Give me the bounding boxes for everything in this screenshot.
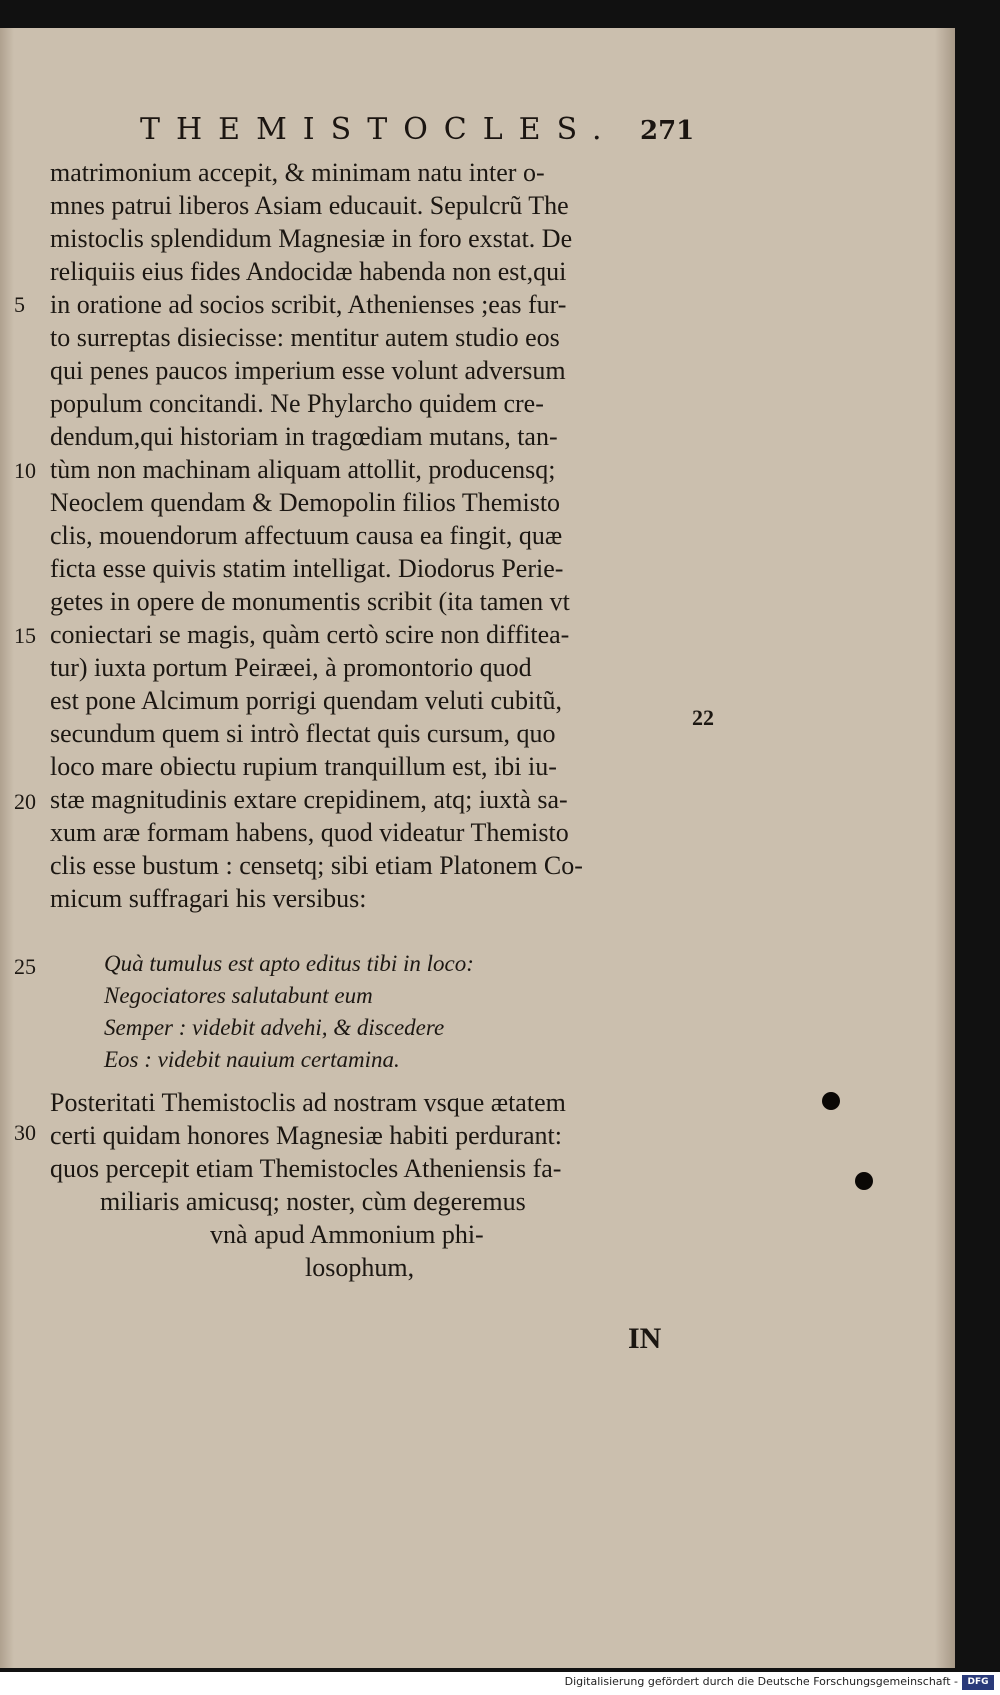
text-line: dendum,qui historiam in tragœdiam mutans, tan- [50,422,558,451]
text-line: secundum quem si intrò flectat quis cursum, quo [50,719,556,748]
line-number-30: 30 [14,1120,36,1145]
text-line: getes in opere de monumentis scribit (ita tamen vt [50,587,570,616]
text-line: tur) iuxta portum Peiræei, à promontorio quod [50,653,532,682]
line-number-15: 15 [14,623,36,648]
line-number-5: 5 [14,292,25,317]
verse-line: Semper : videbit advehi, & discedere [104,1015,445,1040]
ink-blot-mark [855,1172,873,1190]
funding-credit: Digitalisierung gefördert durch die Deutsche Forschungsgemeinschaft - [564,1675,958,1688]
text-line: stæ magnitudinis extare crepidinem, atq; iuxtà sa- [50,785,568,814]
text-line: qui penes paucos imperium esse volunt adversum [50,356,566,385]
text-line: in oratione ad socios scribit, Athenienses ;eas fur- [50,290,567,319]
text-line: populum concitandi. Ne Phylarcho quidem cre- [50,389,544,418]
closing-paragraph [50,1086,690,1284]
text-line: clis, mouendorum affectuum causa ea fingit, quæ [50,521,563,550]
text-line: certi quidam honores Magnesiæ habiti perdurant: [50,1121,562,1150]
text-line: losophum, [305,1253,415,1282]
text-line: micum suffragari his versibus: [50,884,367,913]
catchword: IN [628,1322,662,1355]
text-line: vnà apud Ammonium phi- [210,1220,484,1249]
text-line: loco mare obiectu rupium tranquillum est, ibi iu- [50,752,557,781]
text-line: Posteritati Themistoclis ad nostram vsque ætatem [50,1088,566,1117]
digitization-footer [0,1672,1000,1695]
text-line: mnes patrui liberos Asiam educauit. Sepulcrũ The [50,191,569,220]
text-line: tùm non machinam aliquam attollit, producensq; [50,455,556,484]
page-number: 271 [640,116,695,146]
right-margin-number: 22 [692,705,714,730]
text-line: to surreptas disiecisse: mentitur autem studio eos [50,323,560,352]
text-line: ficta esse quivis statim intelligat. Diodorus Perie- [50,554,564,583]
verse-line: Quà tumulus est apto editus tibi in loco: [104,951,474,976]
text-line: reliquiis eius fides Andocidæ habenda non est,qui [50,257,567,286]
text-line: coniectari se magis, quàm certò scire non diffitea- [50,620,570,649]
running-title: THEMISTOCLES. [140,112,618,147]
text-line: mistoclis splendidum Magnesiæ in foro exstat. De [50,224,573,253]
text-line: quos percepit etiam Themistocles Atheniensis fa- [50,1154,562,1183]
dfg-logo: DFG [962,1675,994,1690]
running-header [0,112,1000,152]
line-number-20: 20 [14,789,36,814]
text-line: matrimonium accepit, & minimam natu inter o- [50,158,545,187]
main-text-block [50,156,690,915]
text-line: xum aræ formam habens, quod videatur Themisto [50,818,569,847]
text-line: est pone Alcimum porrigi quendam veluti cubitũ, [50,686,562,715]
ink-blot-mark [822,1092,840,1110]
verse-line: Negociatores salutabunt eum [104,983,373,1008]
line-number-10: 10 [14,458,36,483]
text-line: miliaris amicusq; noster, cùm degeremus [100,1187,526,1216]
text-line: clis esse bustum : censetq; sibi etiam Platonem Co- [50,851,583,880]
verse-line: Eos : videbit nauium certamina. [104,1047,400,1072]
line-number-25: 25 [14,954,36,979]
verse-quotation [104,948,664,1076]
text-line: Neoclem quendam & Demopolin filios Themisto [50,488,561,517]
